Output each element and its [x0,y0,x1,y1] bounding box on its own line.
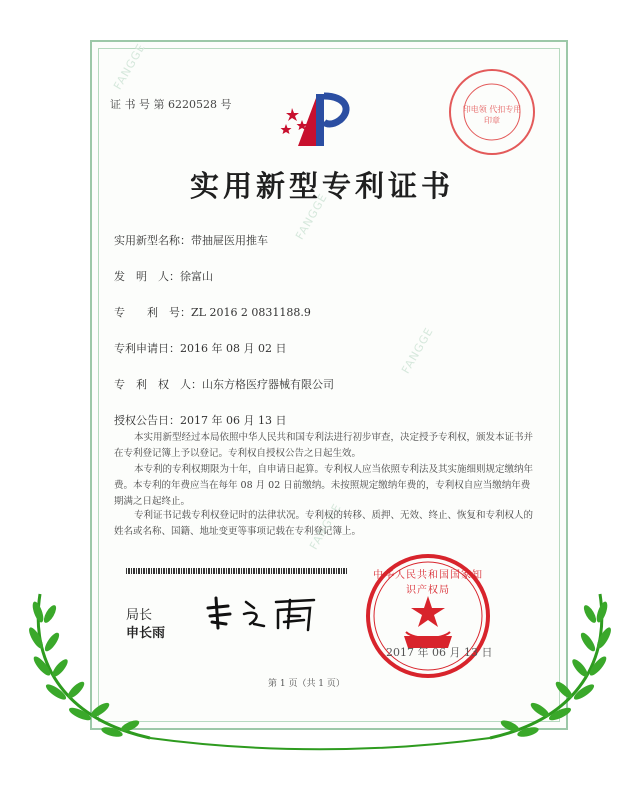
watermark: FANGGE [293,191,330,242]
paragraph-term: 本专利的专利权期限为十年，自申请日起算。专利权人应当依照专利法及其实施细则规定缴纳年费。本专利的年费应当在每年 08 月 02 日前缴纳。未按照规定缴纳年费的，专利权自应当缴纳年费期满之日起终止。 [114,464,534,507]
field-patent-number [114,304,311,320]
field-grant-date [114,412,286,428]
signature-title: 局长 [126,608,153,623]
certificate-title: 实用新型专利证书 [190,169,455,203]
field-label: 实用新型名称： [114,234,191,247]
field-label: 专 利 权 人： [114,378,202,391]
barcode [126,568,348,574]
seal-date: 2017 年 06 月 13 日 [386,646,493,659]
sipo-logo-icon [280,88,360,150]
field-value: 徐富山 [180,270,213,283]
field-label: 专 利 号： [114,306,191,319]
field-value: 2017 年 06 月 13 日 [180,414,287,427]
corner-stamp-text: 印电领 代扣专用印章 [462,105,522,125]
watermark: FANGGE [111,41,148,92]
watermark: FANGGE [399,325,436,376]
certificate-number: 证 书 号 第 6220528 号 [110,98,232,111]
page-footer: 第 1 页（共 1 页） [268,679,345,689]
signature-name: 申长雨 [126,626,166,641]
field-label: 发 明 人： [114,270,180,283]
field-patentee [114,376,334,392]
field-label: 专利申请日： [114,342,180,355]
field-application-date [114,340,286,356]
paragraph-grant: 本实用新型经过本局依照中华人民共和国专利法进行初步审查，决定授予专利权，颁发本证书并在专利登记簿上予以登记。专利权自授权公告之日起生效。 [114,432,534,459]
field-label: 授权公告日： [114,414,180,427]
field-value: 山东方格医疗器械有限公司 [202,378,334,391]
watermark: FANGGE [307,501,344,552]
field-value: 2016 年 08 月 02 日 [180,342,287,355]
field-value: ZL 2016 2 0831188.9 [191,306,311,319]
field-value: 带抽屉医用推车 [191,234,268,247]
seal-text: 中华人民共和国国家知识产权局 [373,570,483,596]
field-inventor [114,268,213,284]
laurel-wreath-icon [0,588,639,785]
field-utility-model-name [114,232,268,248]
paragraph-record: 专利证书记载专利权登记时的法律状况。专利权的转移、质押、无效、终止、恢复和专利权人的姓名或名称、国籍、地址变更等事项记载在专利登记簿上。 [114,510,534,537]
